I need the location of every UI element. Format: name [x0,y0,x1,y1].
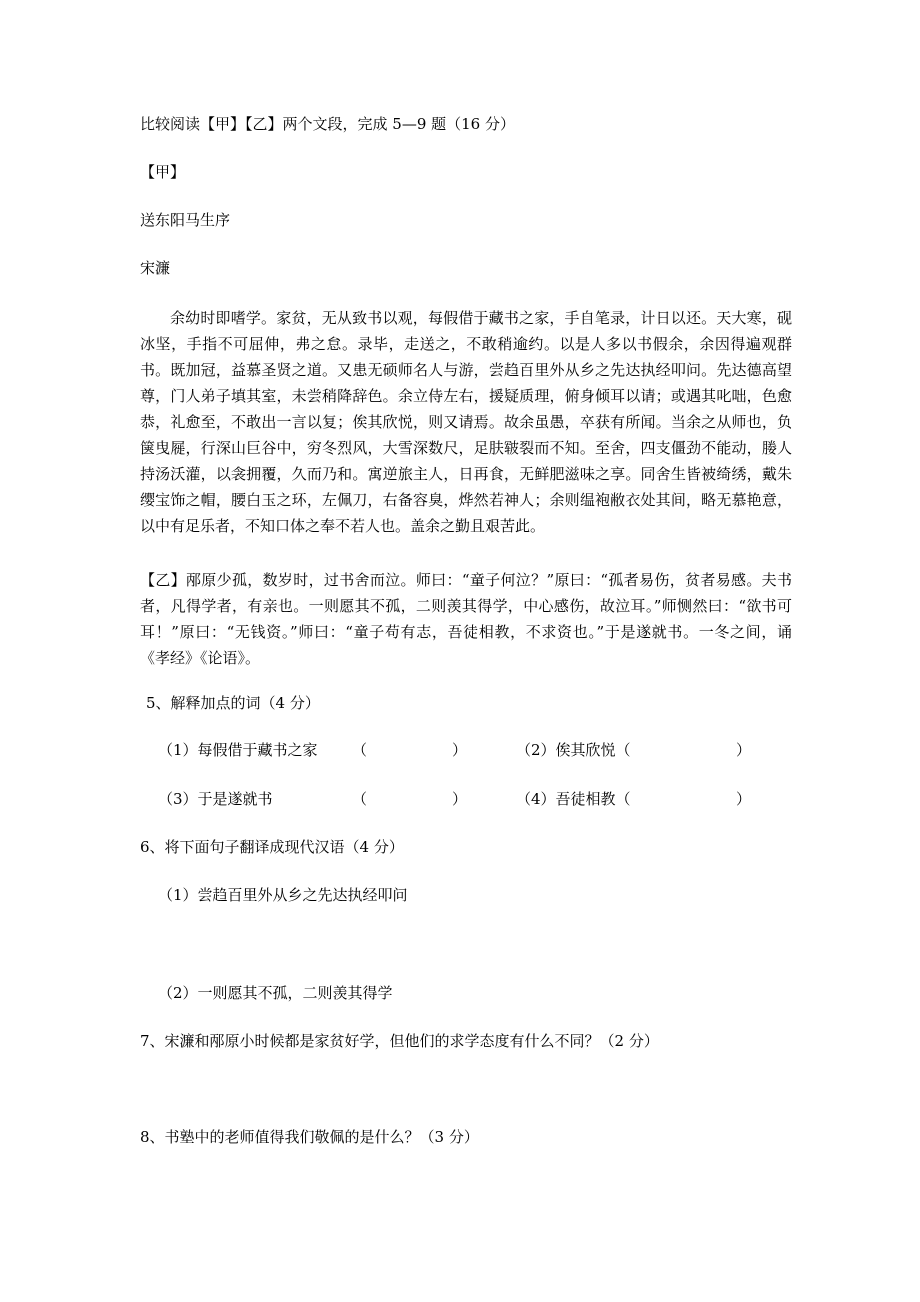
passage-a-label: 【甲】 [140,163,186,181]
q5-item-3-open: （ [352,790,368,808]
instructions: 比较阅读【甲】【乙】两个文段，完成 5—9 题（16 分） [140,115,515,133]
question-7-title: 7、宋濂和邴原小时候都是家贫好学，但他们的求学态度有什么不同？（2 分） [140,1032,659,1050]
q5-item-4-label: （4）吾徒相教（ [516,790,631,808]
question-8-title: 8、书塾中的老师值得我们敬佩的是什么？（3 分） [140,1128,479,1146]
q5-item-2-label: （2）俟其欣悦（ [516,741,631,759]
passage-b-text: 【乙】邴原少孤，数岁时，过书舍而泣。师曰：“童子何泣？”原曰：“孤者易伤，贫者易感。夫书者，凡得学者，有亲也。一则愿其不孤，二则羡其得学，中心感伤，故泣耳。”师恻然曰：“欲书可耳！”原曰：“无钱资。”师曰：“童子苟有志，吾徒相教，不求资也。”于是遂就书。一冬之间，诵《孝经》《论语》。 [140,571,792,667]
q5-item-1-label: （1）每假借于藏书之家 [158,741,318,759]
question-6-title: 6、将下面句子翻译成现代汉语（4 分） [140,838,404,856]
passage-a-author: 宋濂 [140,259,171,277]
q5-item-1-close: ） [452,741,468,759]
q6-item-1: （1）尝趋百里外从乡之先达执经叩问 [158,886,408,904]
q5-item-4-close: ） [736,790,752,808]
q5-item-2-close: ） [736,741,752,759]
passage-a-title: 送东阳马生序 [140,211,231,229]
q5-item-3-close: ） [452,790,468,808]
q5-item-3-label: （3）于是遂就书 [158,790,273,808]
question-5-title: 5、解释加点的词（4 分） [146,694,320,712]
q5-item-1-open: （ [352,741,368,759]
q6-item-2: （2）一则愿其不孤，二则羡其得学 [158,984,393,1002]
passage-a-text: 余幼时即嗜学。家贫，无从致书以观，每假借于藏书之家，手自笔录，计日以还。天大寒，砚冰坚，手指不可屈伸，弗之怠。录毕，走送之，不敢稍逾约。以是人多以书假余，余因得遍观群书。既加冠，益慕圣贤之道。又患无硕师名人与游，尝趋百里外从乡之先达执经叩问。先达德高望尊，门人弟子填其室，未尝稍降辞色。余立侍左右，援疑质理，俯身倾耳以请；或遇其叱咄，色愈恭，礼愈至，不敢出一言以复；俟其欣悦，则又请焉。故余虽愚，卒获有所闻。当余之从师也，负箧曳屣，行深山巨谷中，穷冬烈风，大雪深数尺，足肤皲裂而不知。至舍，四支僵劲不能动，媵人持汤沃灌，以衾拥覆，久而乃和。寓逆旅主人，日再食，无鲜肥滋味之享。同舍生皆被绮绣，戴朱缨宝饰之帽，腰白玉之环，左佩刀，右备容臭，烨然若神人；余则缊袍敝衣处其间，略无慕艳意，以中有足乐者，不知口体之奉不若人也。盖余之勤且艰苦此。 [140,309,792,535]
